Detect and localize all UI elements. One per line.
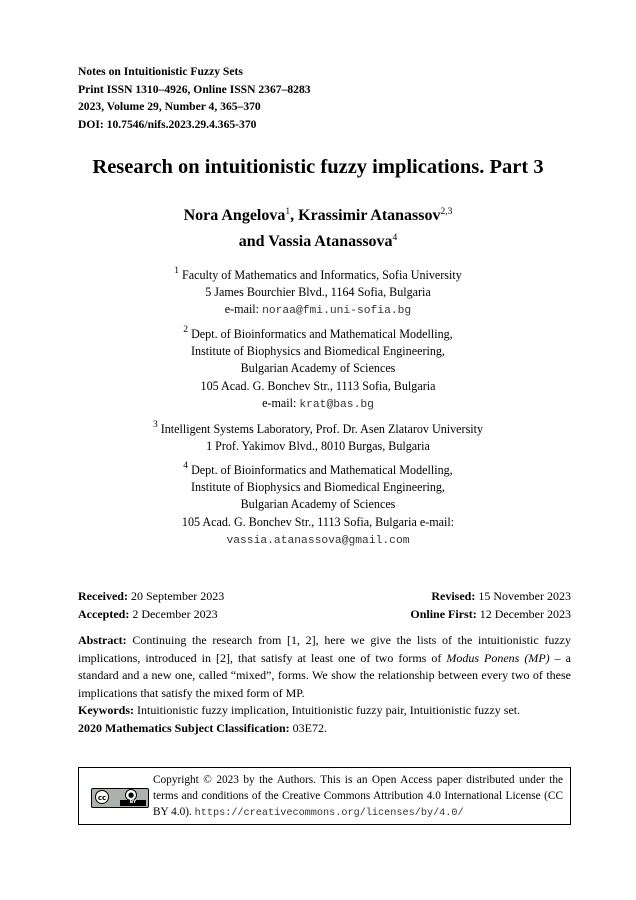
modus-ponens-term: Modus Ponens (MP) xyxy=(446,650,550,665)
accepted-date: Accepted: 2 December 2023 xyxy=(78,607,218,621)
affiliation-line: Bulgarian Academy of Sciences xyxy=(240,497,396,512)
author-separator: , xyxy=(290,207,299,224)
license-box xyxy=(78,767,571,825)
author-list xyxy=(0,203,636,255)
author-name: Krassimir Atanassov xyxy=(298,207,441,224)
affiliation-line: Bulgarian Academy of Sciences xyxy=(240,361,396,376)
affiliation-3 xyxy=(0,421,636,455)
abstract-label: Abstract: xyxy=(78,633,127,647)
affiliation-line: $^3$ Intelligent Systems Laboratory, Prof. Dr. Asen Zlatarov University xyxy=(152,420,484,436)
author-name: Vassia Atanassova xyxy=(268,233,393,250)
affiliation-email-line xyxy=(0,301,636,320)
abstract-paragraph: Abstract: Continuing the research from [1, 2], here we give the lists of the intuitionistic fuzzy implications, introduced in [2], that satisfy at least one of two forms of Modus Ponens (MP) – a standard and a new one, called “mixed”, forms. We show the relationship between every two of these implications that satisfy the mixed form of MP. xyxy=(78,633,572,700)
affiliation-line: $^1$ Faculty of Mathematics and Informatics, Sofia University xyxy=(174,266,462,282)
affiliation-number: 4 xyxy=(183,461,189,471)
author-affiliation-mark: 2,3 xyxy=(440,207,453,217)
affiliation-line: 1 Prof. Yakimov Blvd., 8010 Burgas, Bulgaria xyxy=(206,439,430,454)
email-label: e-mail: xyxy=(224,302,263,317)
affiliation-line: Institute of Biophysics and Biomedical Engineering, xyxy=(191,344,445,359)
dates-row-1 xyxy=(78,587,571,605)
affiliation-1 xyxy=(0,267,636,321)
journal-header xyxy=(78,63,311,133)
person-icon: ● xyxy=(125,789,137,801)
cc-by-badge[interactable] xyxy=(91,788,149,808)
journal-doi: DOI: 10.7546/nifs.2023.29.4.365-370 xyxy=(78,117,257,131)
affiliation-line: $^2$ Dept. of Bioinformatics and Mathematical Modelling, xyxy=(183,325,453,341)
author-affiliation-mark: 1 xyxy=(285,207,291,217)
copyright-statement: Copyright © 2023 by the Authors. This is an Open Access paper distributed under the terms and conditions of the Creative Commons Attribution 4.0 International License (CC BY 4.0). xyxy=(153,774,563,819)
journal-issn: Print ISSN 1310–4926, Online ISSN 2367–8283 xyxy=(78,82,311,96)
author-line-2 xyxy=(0,229,636,255)
affiliation-line: 5 James Bourchier Blvd., 1164 Sofia, Bulgaria xyxy=(205,285,431,300)
by-label: BY xyxy=(120,800,146,806)
abstract-section xyxy=(78,632,571,738)
affiliation-email-line xyxy=(0,395,636,414)
revised-date: Revised: 15 November 2023 xyxy=(431,589,571,603)
dates-row-2 xyxy=(78,605,571,623)
journal-name: Notes on Intuitionistic Fuzzy Sets xyxy=(78,65,243,78)
affiliation-number: 3 xyxy=(152,420,158,430)
email-address[interactable]: noraa@fmi.uni-sofia.bg xyxy=(262,305,412,318)
author-line-1 xyxy=(0,203,636,229)
author-affiliation-mark: 4 xyxy=(392,233,398,243)
article-dates xyxy=(78,587,571,623)
keywords-label: Keywords: xyxy=(78,703,134,718)
keywords-paragraph: Keywords: Intuitionistic fuzzy implication, Intuitionistic fuzzy pair, Intuitionistic fuzzy set. xyxy=(78,703,521,718)
email-label: e-mail: xyxy=(262,395,300,410)
msc-paragraph: 2020 Mathematics Subject Classification: 03E72. xyxy=(78,720,327,735)
msc-label: 2020 Mathematics Subject Classification: xyxy=(78,720,290,735)
journal-volume: 2023, Volume 29, Number 4, 365–370 xyxy=(78,100,261,113)
affiliation-line: 105 Acad. G. Bonchev Str., 1113 Sofia, Bulgaria e-mail: xyxy=(181,514,455,529)
email-address[interactable]: krat@bas.bg xyxy=(299,398,374,411)
author-name: Nora Angelova xyxy=(183,207,286,224)
cc-icon: cc xyxy=(95,790,109,804)
affiliation-4 xyxy=(0,462,636,550)
affiliation-line: 105 Acad. G. Bonchev Str., 1113 Sofia, Bulgaria xyxy=(200,378,436,393)
online-first-date: Online First: 12 December 2023 xyxy=(410,607,571,621)
affiliation-email-line xyxy=(0,531,636,550)
email-address[interactable]: vassia.atanassova@gmail.com xyxy=(226,534,410,547)
affiliation-number: 2 xyxy=(183,325,189,335)
license-url[interactable]: https://creativecommons.org/licenses/by/4.0/ xyxy=(194,808,464,820)
affiliation-line: Institute of Biophysics and Biomedical Engineering, xyxy=(191,480,445,495)
received-date: Received: 20 September 2023 xyxy=(78,589,225,603)
affiliation-2 xyxy=(0,326,636,414)
affiliation-number: 1 xyxy=(174,266,179,276)
license-text xyxy=(153,772,563,823)
paper-title: Research on intuitionistic fuzzy implications. Part 3 xyxy=(92,156,544,178)
affiliation-line: $^4$ Dept. of Bioinformatics and Mathematical Modelling, xyxy=(183,461,453,477)
author-conjunction: and xyxy=(238,233,269,250)
